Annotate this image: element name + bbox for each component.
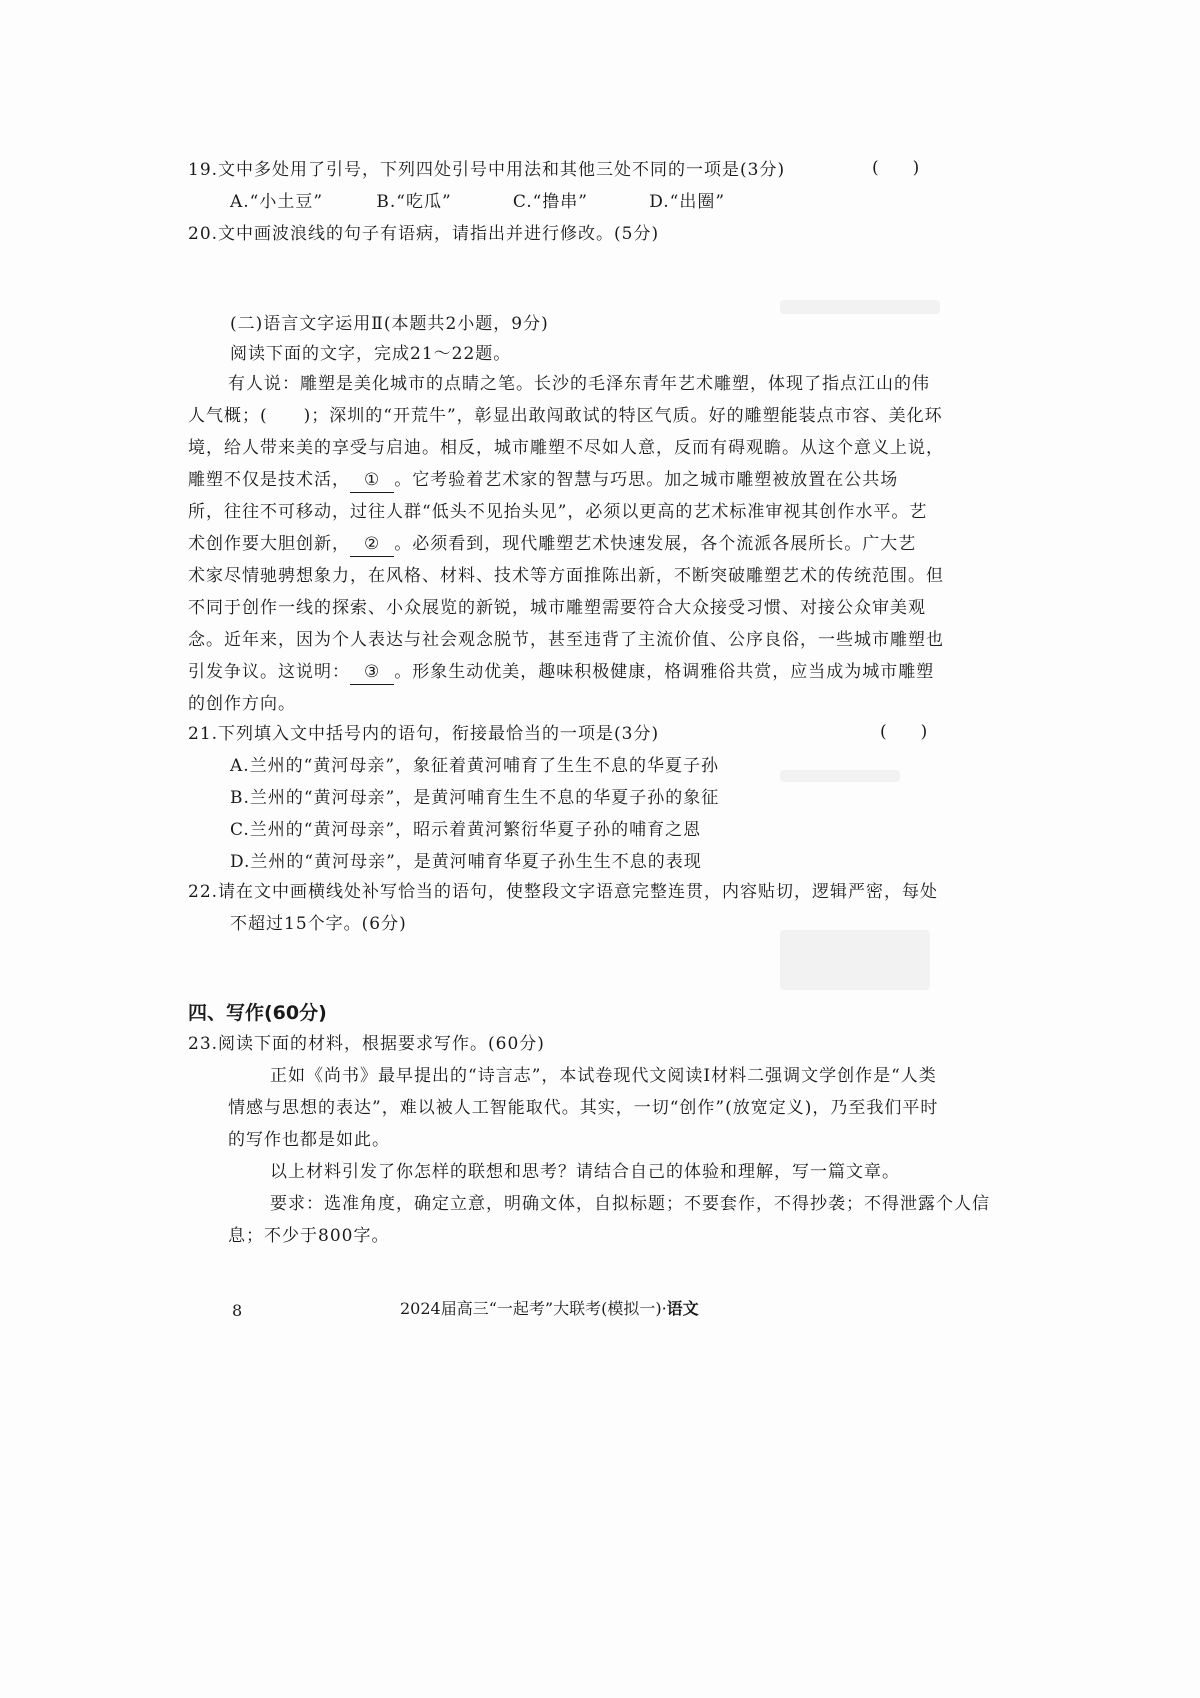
footer-exam-title: 2024届高三“一起考”大联考(模拟一)· (400, 1299, 667, 1318)
scan-smudge (780, 770, 900, 782)
passage-line: 不同于创作一线的探索、小众展览的新锐，城市雕塑需要符合大众接受习惯、对接公众审美观 (188, 598, 926, 618)
q22-stem-line2: 不超过15个字。(6分) (230, 914, 407, 934)
passage-line: 人气概；( )；深圳的“开荒牛”，彰显出敢闯敢试的特区气质。好的雕塑能装点市容、美化环 (188, 406, 943, 426)
q23-stem: 23.阅读下面的材料，根据要求写作。(60分) (188, 1034, 545, 1054)
q21-stem: 21.下列填入文中括号内的语句，衔接最恰当的一项是(3分) (188, 724, 660, 744)
footer-subject: 语文 (666, 1299, 699, 1318)
q19-options (230, 190, 725, 214)
passage-text: 。它考验着艺术家的智慧与巧思。加之城市雕塑被放置在公共场 (394, 470, 899, 490)
q21-option-c: C.兰州的“黄河母亲”，昭示着黄河繁衍华夏子孙的哺育之恩 (230, 820, 702, 840)
section2-instruction: 阅读下面的文字，完成21～22题。 (230, 344, 512, 364)
passage-line: 境，给人带来美的享受与启迪。相反，城市雕塑不尽如人意，反而有碍观瞻。从这个意义上说， (188, 438, 944, 458)
q21-option-b: B.兰州的“黄河母亲”，是黄河哺育生生不息的华夏子孙的象征 (230, 788, 720, 808)
section2-title: (二)语言文字运用Ⅱ(本题共2小题，9分) (230, 314, 549, 334)
q19-option-b: B.“吃瓜” (376, 192, 452, 212)
q19-stem: 19.文中多处用了引号，下列四处引号中用法和其他三处不同的一项是(3分) (188, 160, 786, 180)
fill-blank-2[interactable]: ② (350, 532, 394, 557)
passage-text: 术创作要大胆创新， (188, 534, 350, 554)
part4-title: 四、写作(60分) (188, 1002, 327, 1024)
q23-material-line: 的写作也都是如此。 (228, 1130, 390, 1150)
passage-line: 念。近年来，因为个人表达与社会观念脱节，甚至违背了主流价值、公序良俗，一些城市雕塑也 (188, 630, 944, 650)
q21-answer-bracket: ( ) (880, 722, 928, 742)
footer-title (400, 1298, 699, 1320)
passage-text: 雕塑不仅是技术活， (188, 470, 350, 490)
passage-text: 。形象生动优美，趣味积极健康，格调雅俗共赏，应当成为城市雕塑 (394, 662, 935, 682)
q23-requirement-line: 息；不少于800字。 (228, 1226, 390, 1246)
q20-stem: 20.文中画波浪线的句子有语病，请指出并进行修改。(5分) (188, 224, 660, 244)
passage-text: 引发争议。这说明： (188, 662, 350, 682)
q19-option-d: D.“出圈” (649, 192, 726, 212)
fill-blank-3[interactable]: ③ (350, 660, 394, 685)
scan-smudge (780, 300, 940, 314)
q23-material-line: 正如《尚书》最早提出的“诗言志”，本试卷现代文阅读Ⅰ材料二强调文学创作是“人类 (270, 1066, 937, 1086)
q19-answer-bracket: ( ) (872, 158, 920, 178)
q23-requirement-line: 要求：选准角度，确定立意，明确文体，自拟标题；不要套作，不得抄袭；不得泄露个人信 (270, 1194, 990, 1214)
passage-line: 有人说：雕塑是美化城市的点睛之笔。长沙的毛泽东青年艺术雕塑，体现了指点江山的伟 (228, 374, 930, 394)
passage-line (188, 468, 898, 493)
q23-material-line: 情感与思想的表达”，难以被人工智能取代。其实，一切“创作”(放宽定义)，乃至我们平时 (228, 1098, 939, 1118)
passage-line: 术家尽情驰骋想象力，在风格、材料、技术等方面推陈出新，不断突破雕塑艺术的传统范围。但 (188, 566, 944, 586)
q21-option-a: A.兰州的“黄河母亲”，象征着黄河哺育了生生不息的华夏子孙 (230, 756, 720, 776)
q22-stem-line1: 22.请在文中画横线处补写恰当的语句，使整段文字语意完整连贯，内容贴切，逻辑严密，每处 (188, 882, 939, 902)
fill-blank-1[interactable]: ① (350, 468, 394, 493)
scan-smudge (780, 930, 930, 990)
page-number: 8 (232, 1301, 243, 1320)
q21-option-d: D.兰州的“黄河母亲”，是黄河哺育华夏子孙生生不息的表现 (230, 852, 702, 872)
q19-option-a: A.“小土豆” (230, 192, 324, 212)
passage-line (188, 532, 916, 557)
passage-line (188, 660, 934, 685)
passage-line: 所，往往不可移动，过往人群“低头不见抬头见”，必须以更高的艺术标准审视其创作水平。艺 (188, 502, 928, 522)
passage-line: 的创作方向。 (188, 694, 296, 714)
q23-prompt: 以上材料引发了你怎样的联想和思考？请结合自己的体验和理解，写一篇文章。 (270, 1162, 900, 1182)
q19-option-c: C.“撸串” (512, 192, 588, 212)
passage-text: 。必须看到，现代雕塑艺术快速发展，各个流派各展所长。广大艺 (394, 534, 917, 554)
